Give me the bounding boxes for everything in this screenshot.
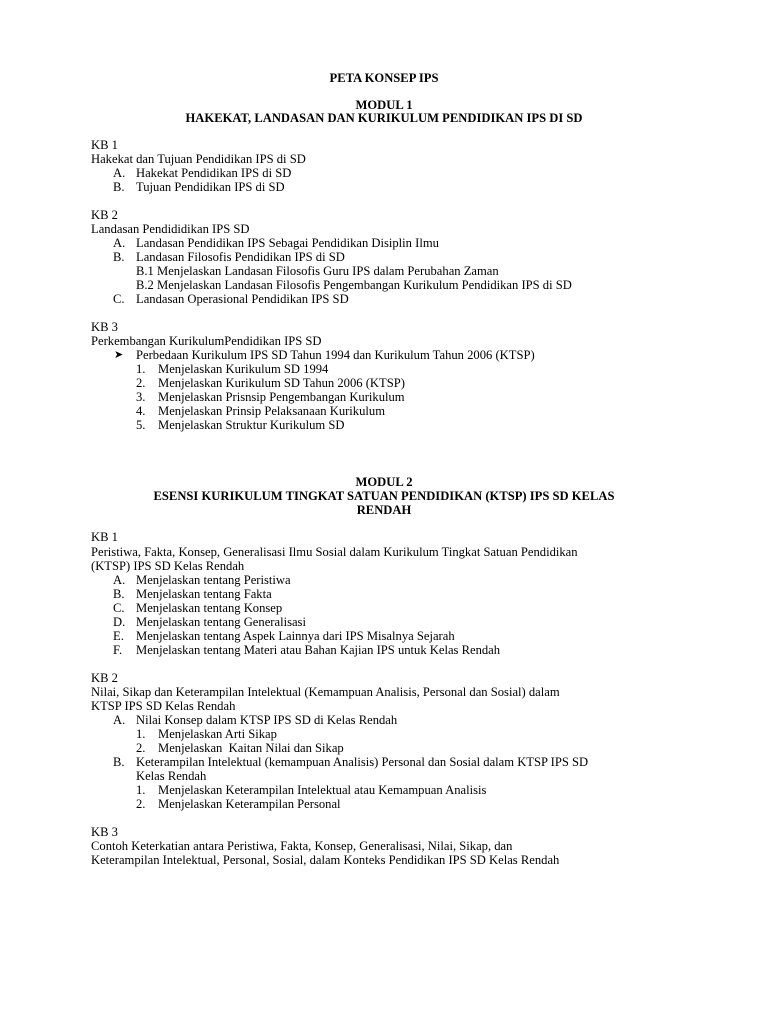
m1-kb3-item-marker: 3.: [136, 390, 146, 404]
m2-kb2-a-item-marker: 1.: [136, 727, 146, 741]
m2-kb1-label: KB 1: [91, 530, 118, 544]
modul-2-heading: MODUL 2: [355, 475, 413, 489]
m1-kb1-item: Tujuan Pendidikan IPS di SD: [136, 180, 285, 194]
modul-1-subheading: HAKEKAT, LANDASAN DAN KURIKULUM PENDIDIKAN IPS DI SD: [185, 111, 583, 125]
m2-kb1-title: (KTSP) IPS SD Kelas Rendah: [91, 559, 245, 573]
m2-kb3-label: KB 3: [91, 825, 118, 839]
m1-kb3-item-marker: 1.: [136, 362, 146, 376]
m2-kb3-text: Contoh Keterkatian antara Peristiwa, Fakta, Konsep, Generalisasi, Nilai, Sikap, dan: [91, 839, 513, 853]
m2-kb2-a-marker: A.: [113, 713, 126, 727]
m1-kb1-item: Hakekat Pendidikan IPS di SD: [136, 166, 292, 180]
m2-kb1-item-marker: E.: [113, 629, 124, 643]
m2-kb1-item: Menjelaskan tentang Peristiwa: [136, 573, 291, 587]
m1-kb2-subitem: B.2 Menjelaskan Landasan Filosofis Pengembangan Kurikulum Pendidikan IPS di SD: [136, 278, 572, 292]
m1-kb1-item-marker: A.: [113, 166, 126, 180]
m2-kb2-b-text: Kelas Rendah: [136, 769, 207, 783]
m2-kb1-item-marker: D.: [113, 615, 126, 629]
modul-2-subheading: RENDAH: [356, 503, 412, 517]
m2-kb1-item: Menjelaskan tentang Generalisasi: [136, 615, 306, 629]
m1-kb3-item-marker: 2.: [136, 376, 146, 390]
m2-kb2-a-item: Menjelaskan Arti Sikap: [158, 727, 277, 741]
m1-kb2-item: Landasan Pendidikan IPS Sebagai Pendidikan Disiplin Ilmu: [136, 236, 439, 250]
m2-kb2-a-text: Nilai Konsep dalam KTSP IPS SD di Kelas Rendah: [136, 713, 398, 727]
m2-kb3-text: Keterampilan Intelektual, Personal, Sosial, dalam Konteks Pendidikan IPS SD Kelas Rendah: [91, 853, 560, 867]
m2-kb2-b-marker: B.: [113, 755, 125, 769]
m1-kb1-label: KB 1: [91, 138, 118, 152]
m2-kb1-item: Menjelaskan tentang Fakta: [136, 587, 272, 601]
m2-kb2-label: KB 2: [91, 671, 118, 685]
m2-kb1-item-marker: B.: [113, 587, 125, 601]
m1-kb3-item: Menjelaskan Prisnsip Pengembangan Kurikulum: [158, 390, 405, 404]
m2-kb2-b-item-marker: 2.: [136, 797, 146, 811]
m1-kb3-item-marker: 5.: [136, 418, 146, 432]
m2-kb1-item: Menjelaskan tentang Materi atau Bahan Kajian IPS untuk Kelas Rendah: [136, 643, 501, 657]
m2-kb2-a-item-marker: 2.: [136, 741, 146, 755]
m2-kb2-b-item-marker: 1.: [136, 783, 146, 797]
m1-kb3-item-marker: 4.: [136, 404, 146, 418]
m1-kb3-item: Menjelaskan Kurikulum SD 1994: [158, 362, 329, 376]
m1-kb2-item-marker: B.: [113, 250, 125, 264]
m1-kb3-bullet: Perbedaan Kurikulum IPS SD Tahun 1994 dan Kurikulum Tahun 2006 (KTSP): [136, 348, 535, 362]
m2-kb1-item-marker: C.: [113, 601, 125, 615]
m1-kb2-title: Landasan Pendididikan IPS SD: [91, 222, 250, 236]
m1-kb2-item: Landasan Operasional Pendidikan IPS SD: [136, 292, 349, 306]
m2-kb2-b-text: Keterampilan Intelektual (kemampuan Analisis) Personal dan Sosial dalam KTSP IPS SD: [136, 755, 589, 769]
m2-kb1-item-marker: A.: [113, 573, 126, 587]
m1-kb3-item: Menjelaskan Struktur Kurikulum SD: [158, 418, 345, 432]
m1-kb1-title: Hakekat dan Tujuan Pendidikan IPS di SD: [91, 152, 306, 166]
m1-kb3-title: Perkembangan KurikulumPendidikan IPS SD: [91, 334, 322, 348]
m1-kb1-item-marker: B.: [113, 180, 125, 194]
m1-kb2-item-marker: A.: [113, 236, 126, 250]
m2-kb2-b-item: Menjelaskan Keterampilan Intelektual atau Kemampuan Analisis: [158, 783, 487, 797]
m2-kb2-b-item: Menjelaskan Keterampilan Personal: [158, 797, 341, 811]
modul-1-heading: MODUL 1: [355, 98, 413, 112]
m1-kb2-label: KB 2: [91, 208, 118, 222]
m2-kb2-title: KTSP IPS SD Kelas Rendah: [91, 699, 236, 713]
m1-kb2-item: Landasan Filosofis Pendidikan IPS di SD: [136, 250, 345, 264]
m1-kb3-label: KB 3: [91, 320, 118, 334]
m2-kb2-title: Nilai, Sikap dan Keterampilan Intelektual (Kemampuan Analisis, Personal dan Sosial) dalam: [91, 685, 560, 699]
m2-kb1-title: Peristiwa, Fakta, Konsep, Generalisasi Ilmu Sosial dalam Kurikulum Tingkat Satuan Pendidikan: [91, 545, 578, 559]
document-title: PETA KONSEP IPS: [329, 71, 439, 85]
m1-kb3-item: Menjelaskan Kurikulum SD Tahun 2006 (KTSP): [158, 376, 405, 390]
m2-kb2-a-item: Menjelaskan Kaitan Nilai dan Sikap: [158, 741, 344, 755]
m1-kb2-item-marker: C.: [113, 292, 125, 306]
m1-kb3-item: Menjelaskan Prinsip Pelaksanaan Kurikulum: [158, 404, 385, 418]
modul-2-subheading: ESENSI KURIKULUM TINGKAT SATUAN PENDIDIKAN (KTSP) IPS SD KELAS: [153, 489, 615, 503]
m2-kb1-item: Menjelaskan tentang Konsep: [136, 601, 283, 615]
arrow-bullet-icon: ➤: [114, 349, 124, 361]
m2-kb1-item-marker: F.: [113, 643, 123, 657]
m2-kb1-item: Menjelaskan tentang Aspek Lainnya dari IPS Misalnya Sejarah: [136, 629, 455, 643]
m1-kb2-subitem: B.1 Menjelaskan Landasan Filosofis Guru IPS dalam Perubahan Zaman: [136, 264, 499, 278]
